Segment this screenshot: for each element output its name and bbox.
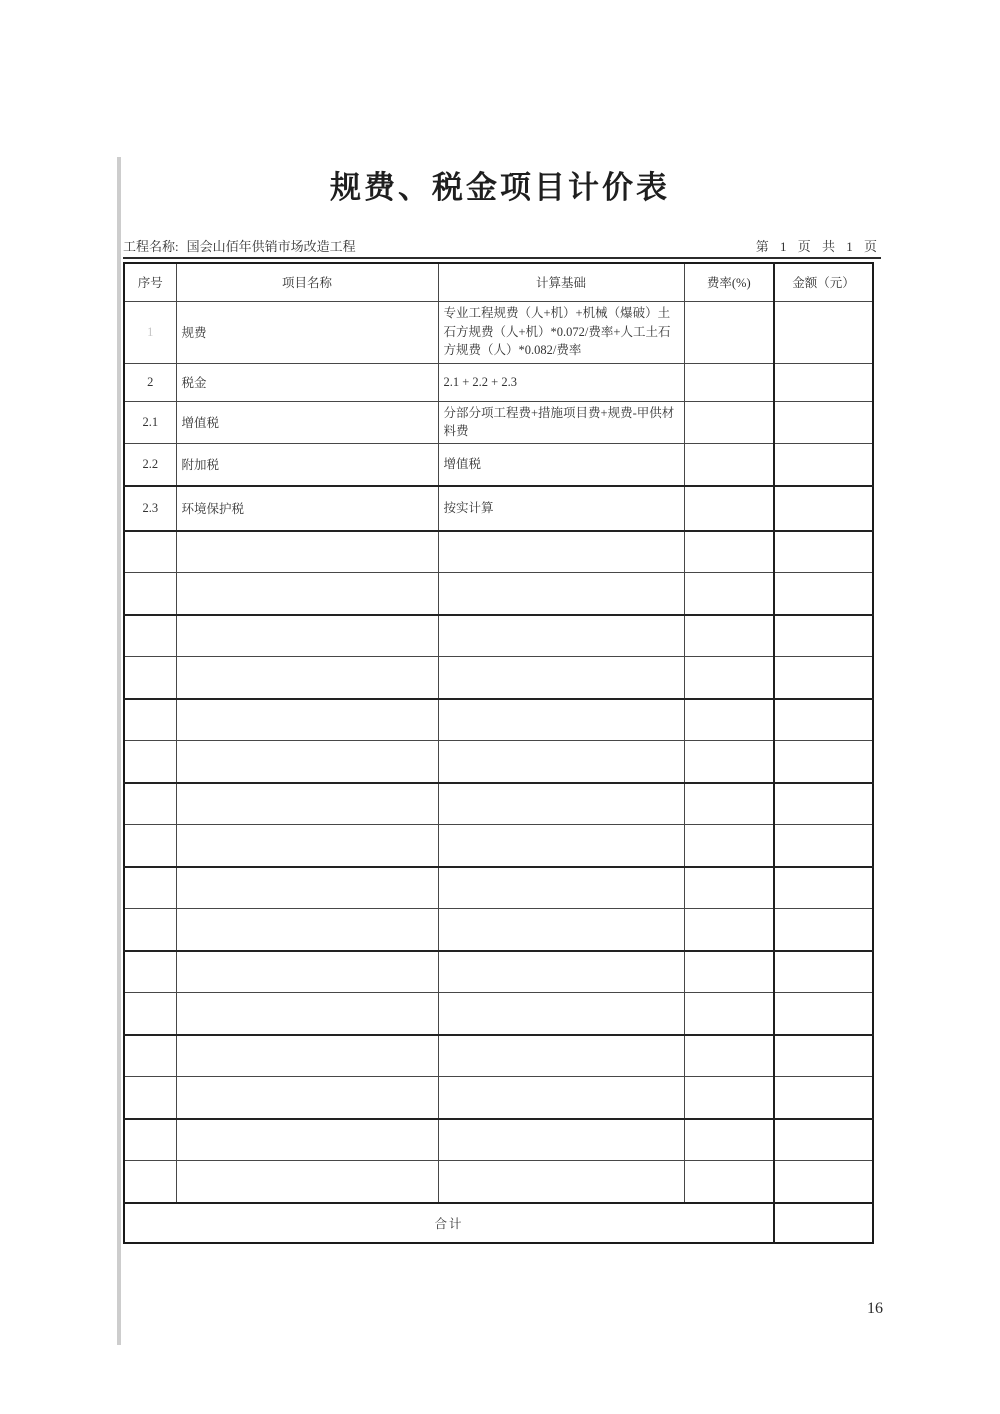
empty-cell: [124, 657, 176, 699]
empty-row: [124, 1077, 873, 1119]
empty-cell: [774, 993, 873, 1035]
header-amount: 金额（元）: [774, 263, 873, 301]
cell-rate: [684, 486, 774, 531]
empty-rows-body: [124, 531, 873, 1203]
cell-basis: 增值税: [438, 444, 684, 486]
empty-cell: [774, 951, 873, 993]
empty-row: [124, 1161, 873, 1203]
cell-no: 1: [124, 301, 176, 363]
empty-cell: [684, 615, 774, 657]
empty-cell: [438, 741, 684, 783]
cell-rate: [684, 444, 774, 486]
cell-name: 增值税: [176, 401, 438, 444]
empty-cell: [684, 993, 774, 1035]
empty-cell: [438, 531, 684, 573]
empty-cell: [684, 1035, 774, 1077]
empty-cell: [774, 531, 873, 573]
empty-cell: [124, 825, 176, 867]
empty-row: [124, 741, 873, 783]
table-row-zengzhishui: [124, 401, 873, 444]
empty-row: [124, 825, 873, 867]
empty-cell: [684, 1161, 774, 1203]
empty-row: [124, 657, 873, 699]
cell-name: 附加税: [176, 444, 438, 486]
empty-row: [124, 573, 873, 615]
empty-cell: [438, 657, 684, 699]
scan-edge-artifact: [117, 157, 121, 1345]
fees-taxes-table: [123, 262, 874, 1244]
empty-row: [124, 783, 873, 825]
table-row-guifei: [124, 301, 873, 363]
empty-cell: [684, 825, 774, 867]
cell-name: 环境保护税: [176, 486, 438, 531]
empty-cell: [684, 741, 774, 783]
project-label: 工程名称:: [123, 239, 179, 254]
empty-cell: [124, 783, 176, 825]
empty-cell: [176, 1119, 438, 1161]
empty-cell: [176, 993, 438, 1035]
empty-cell: [438, 1161, 684, 1203]
empty-cell: [774, 1035, 873, 1077]
empty-cell: [774, 1161, 873, 1203]
total-row: [124, 1203, 873, 1243]
empty-cell: [774, 783, 873, 825]
empty-cell: [684, 573, 774, 615]
meta-row: [123, 236, 881, 259]
empty-cell: [124, 531, 176, 573]
empty-cell: [176, 1035, 438, 1077]
empty-cell: [438, 573, 684, 615]
empty-row: [124, 909, 873, 951]
empty-cell: [774, 657, 873, 699]
cell-name: 税金: [176, 363, 438, 401]
cell-rate: [684, 401, 774, 444]
cell-basis: 按实计算: [438, 486, 684, 531]
table-row-huanbaoshui: [124, 486, 873, 531]
empty-cell: [774, 1077, 873, 1119]
total-amount: [774, 1203, 873, 1243]
data-rows: [124, 301, 873, 531]
empty-cell: [176, 699, 438, 741]
empty-cell: [774, 615, 873, 657]
cell-no: 2.1: [124, 401, 176, 444]
page-number: 16: [867, 1300, 883, 1317]
header-name: 项目名称: [176, 263, 438, 301]
empty-cell: [684, 531, 774, 573]
cell-name: 规费: [176, 301, 438, 363]
cell-basis: 2.1 + 2.2 + 2.3: [438, 363, 684, 401]
empty-cell: [124, 1077, 176, 1119]
empty-cell: [684, 951, 774, 993]
empty-row: [124, 993, 873, 1035]
empty-cell: [684, 657, 774, 699]
empty-row: [124, 699, 873, 741]
header-row: [124, 263, 873, 301]
empty-cell: [684, 1077, 774, 1119]
empty-cell: [124, 699, 176, 741]
empty-cell: [774, 573, 873, 615]
cell-amount: [774, 401, 873, 444]
empty-row: [124, 1035, 873, 1077]
empty-cell: [124, 867, 176, 909]
table-header: [124, 263, 873, 301]
empty-cell: [438, 1035, 684, 1077]
empty-cell: [438, 993, 684, 1035]
cell-basis: 专业工程规费（人+机）+机械（爆破）土石方规费（人+机）*0.072/费率+人工土石方规费（人）*0.082/费率: [438, 301, 684, 363]
empty-cell: [438, 867, 684, 909]
empty-cell: [438, 951, 684, 993]
table-row-fujiashui: [124, 444, 873, 486]
empty-cell: [176, 783, 438, 825]
empty-cell: [124, 1161, 176, 1203]
empty-cell: [774, 909, 873, 951]
cell-no: 2.3: [124, 486, 176, 531]
cell-rate: [684, 301, 774, 363]
header-no: 序号: [124, 263, 176, 301]
empty-cell: [176, 615, 438, 657]
empty-cell: [438, 699, 684, 741]
cell-no: 2.2: [124, 444, 176, 486]
header-basis: 计算基础: [438, 263, 684, 301]
cell-basis: 分部分项工程费+措施项目费+规费-甲供材料费: [438, 401, 684, 444]
empty-cell: [684, 1119, 774, 1161]
empty-cell: [438, 909, 684, 951]
table-footer: [124, 1203, 873, 1243]
project-name: 国会山佰年供销市场改造工程: [186, 239, 356, 254]
empty-row: [124, 615, 873, 657]
empty-cell: [774, 741, 873, 783]
page-title: 规费、税金项目计价表: [330, 170, 670, 205]
empty-cell: [684, 909, 774, 951]
cell-rate: [684, 363, 774, 401]
empty-cell: [124, 573, 176, 615]
empty-cell: [438, 825, 684, 867]
cell-amount: [774, 444, 873, 486]
empty-cell: [124, 951, 176, 993]
total-label: 合计: [124, 1203, 774, 1243]
empty-cell: [176, 657, 438, 699]
empty-cell: [438, 1119, 684, 1161]
empty-cell: [124, 1119, 176, 1161]
empty-cell: [176, 741, 438, 783]
page-info: 第 1 页 共 1 页: [755, 239, 881, 254]
empty-cell: [176, 1161, 438, 1203]
empty-cell: [176, 573, 438, 615]
cell-amount: [774, 301, 873, 363]
empty-row: [124, 951, 873, 993]
empty-cell: [438, 783, 684, 825]
cell-no: 2: [124, 363, 176, 401]
table-row-shuijin: [124, 363, 873, 401]
header-rate: 费率(%): [684, 263, 774, 301]
empty-cell: [774, 699, 873, 741]
cell-amount: [774, 363, 873, 401]
empty-cell: [176, 1077, 438, 1119]
empty-cell: [124, 1035, 176, 1077]
cell-amount: [774, 486, 873, 531]
empty-cell: [176, 825, 438, 867]
empty-cell: [774, 825, 873, 867]
empty-cell: [176, 951, 438, 993]
empty-cell: [124, 615, 176, 657]
empty-cell: [176, 867, 438, 909]
empty-cell: [124, 909, 176, 951]
empty-cell: [176, 531, 438, 573]
empty-cell: [124, 741, 176, 783]
empty-cell: [438, 1077, 684, 1119]
empty-cell: [176, 909, 438, 951]
empty-cell: [124, 993, 176, 1035]
empty-cell: [774, 1119, 873, 1161]
project-name-line: [123, 236, 356, 255]
empty-cell: [684, 867, 774, 909]
empty-row: [124, 531, 873, 573]
empty-row: [124, 1119, 873, 1161]
empty-cell: [438, 615, 684, 657]
empty-cell: [684, 783, 774, 825]
empty-row: [124, 867, 873, 909]
empty-cell: [774, 867, 873, 909]
empty-cell: [684, 699, 774, 741]
